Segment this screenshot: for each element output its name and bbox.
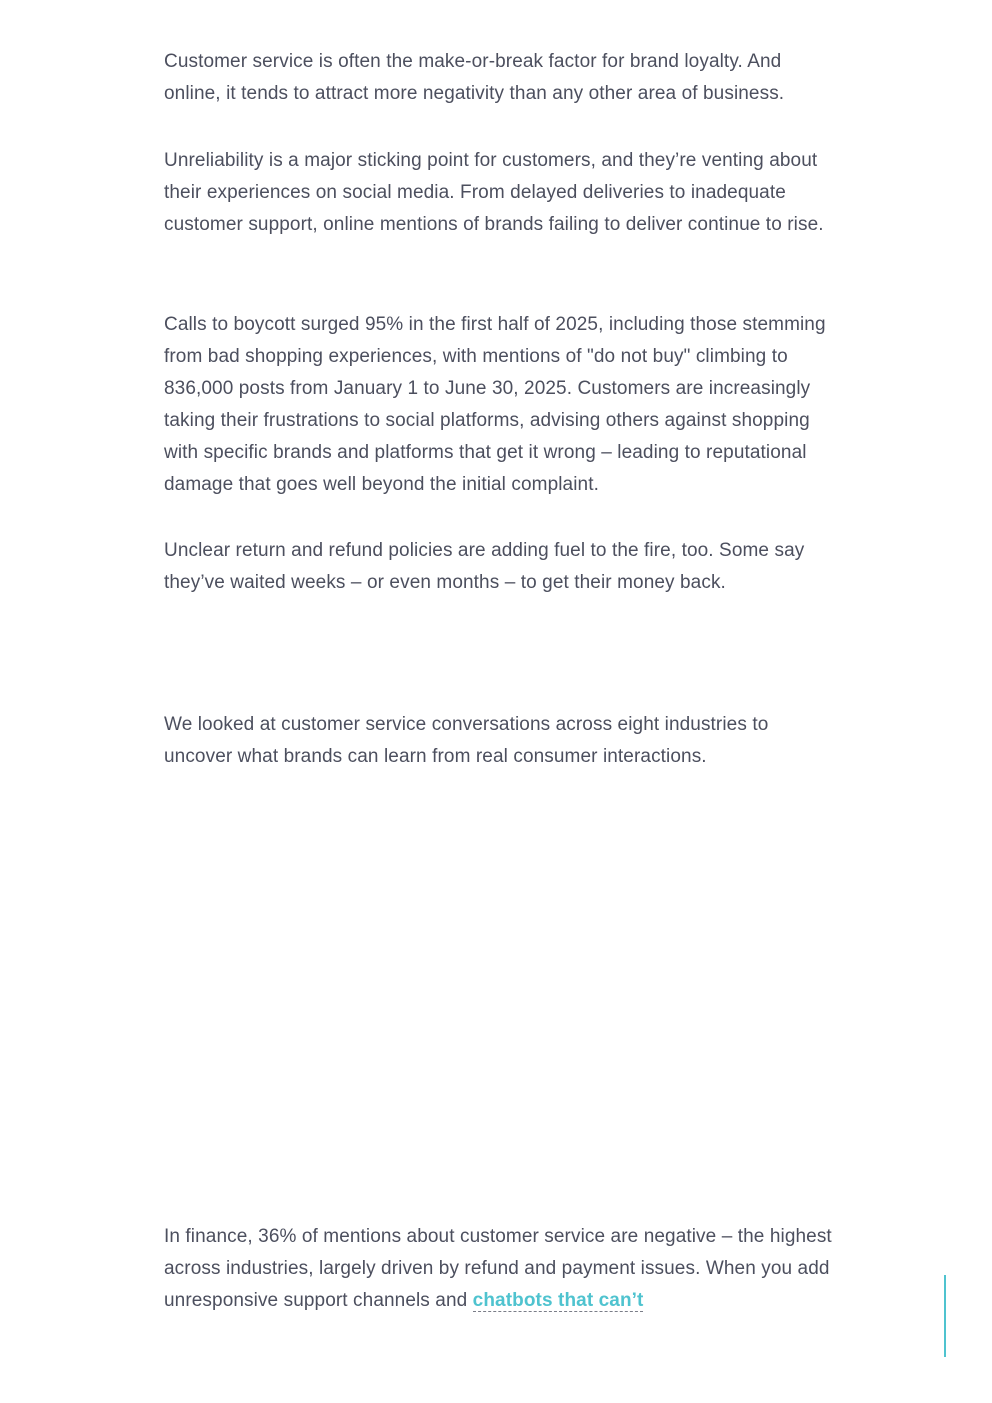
- finance-text: In finance, 36% of mentions about customer service are negative – the highest across industries, largely driven by refund and payment issues. When you add unresponsive support channels and: [164, 1226, 832, 1311]
- scroll-progress-indicator: [944, 1275, 946, 1357]
- paragraph-boycott-calls: Calls to boycott surged 95% in the first half of 2025, including those stemming from bad shopping experiences, with mentions of "do not buy" climbing to 836,000 posts from January 1 to June 30, 2025. Customers are increasingly taking their frustrations to social platforms, advising others against shopping with specific brands and platforms that get it wrong – leading to reputational damage that goes well beyond the initial complaint.: [164, 314, 826, 495]
- paragraph-refund-policies: Unclear return and refund policies are adding fuel to the fire, too. Some say they’ve waited weeks – or even months – to get their money back.: [164, 540, 805, 593]
- paragraph-finance: [164, 1221, 832, 1317]
- paragraph-brand-loyalty: Customer service is often the make-or-break factor for brand loyalty. And online, it tends to attract more negativity than any other area of business.: [164, 51, 785, 104]
- paragraph-unreliability: Unreliability is a major sticking point for customers, and they’re venting about their experiences on social media. From delayed deliveries to inadequate customer support, online mentions of brands failing to deliver continue to rise.: [164, 150, 824, 235]
- paragraph-industries-intro: We looked at customer service conversations across eight industries to uncover what brands can learn from real consumer interactions.: [164, 714, 769, 767]
- chatbots-link[interactable]: chatbots that can’t: [472, 1290, 644, 1311]
